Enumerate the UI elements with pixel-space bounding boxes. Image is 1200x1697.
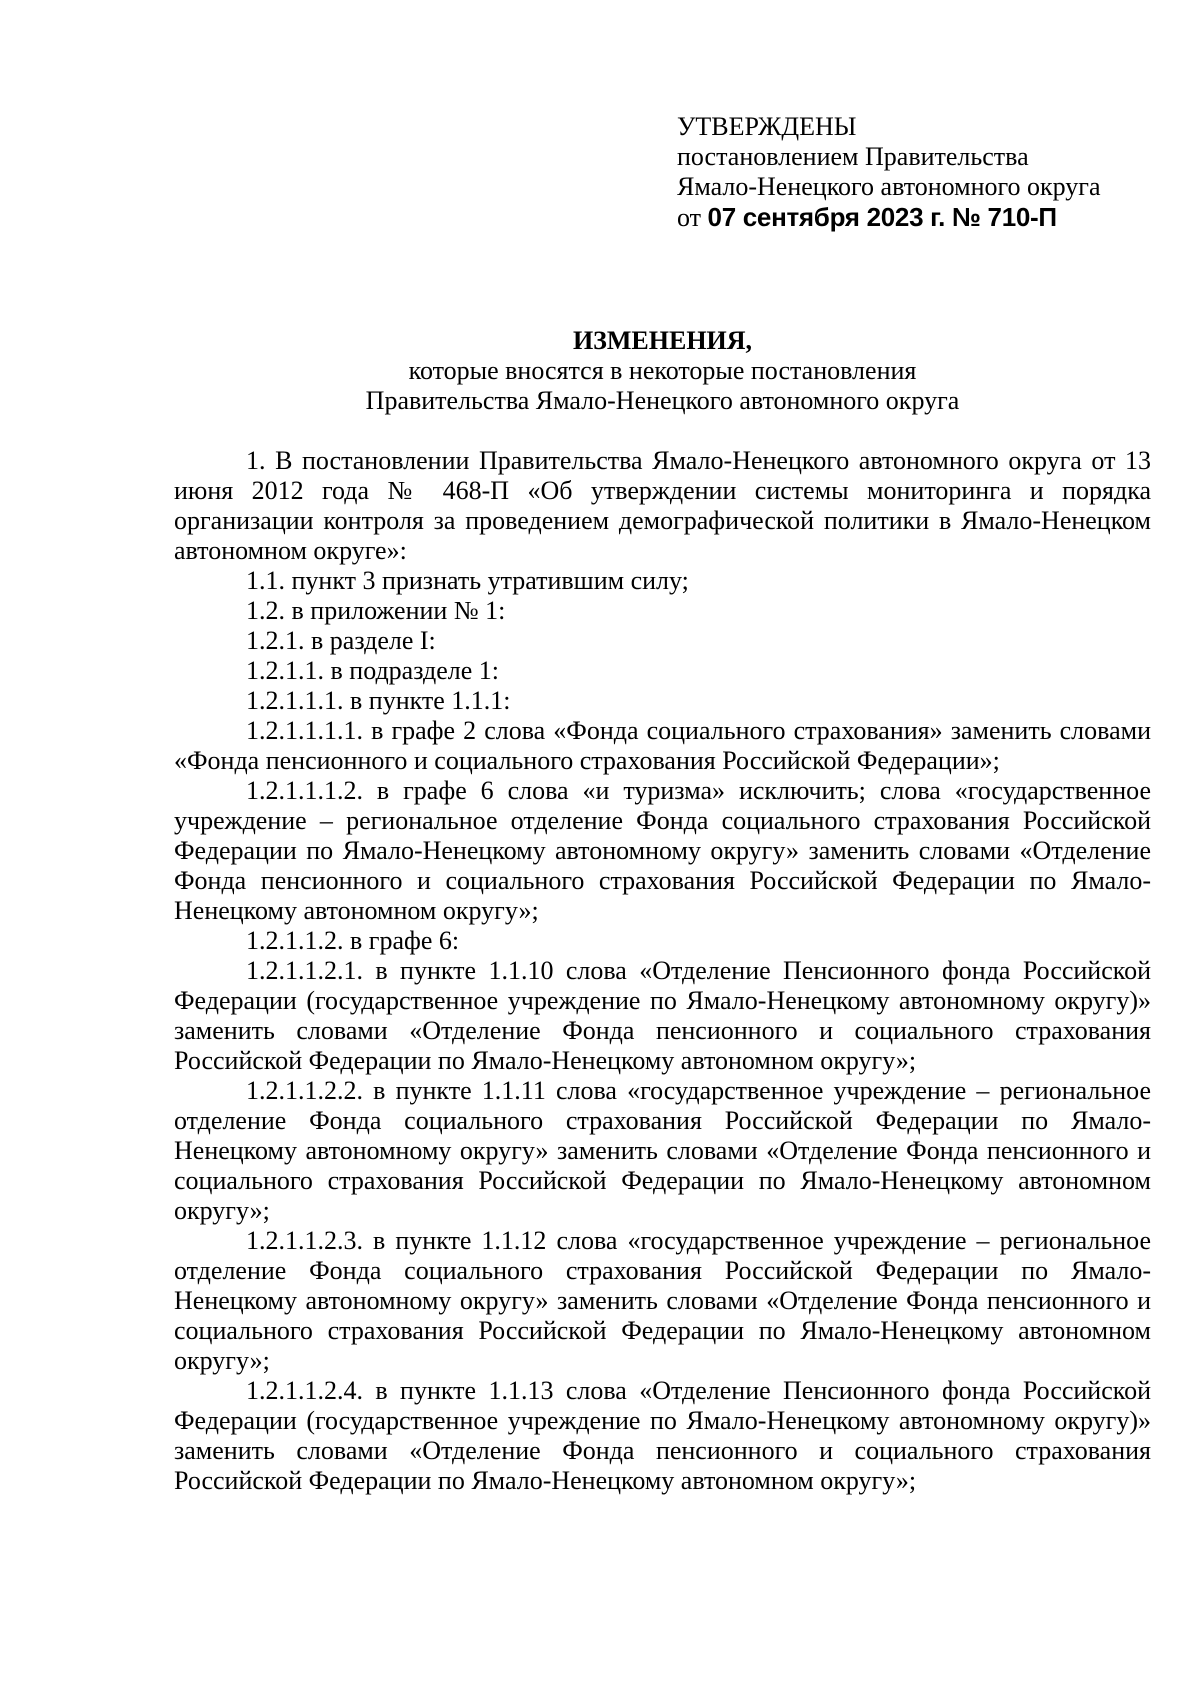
paragraph-1-2-1-1-1: 1.2.1.1.1. в пункте 1.1.1: [246, 686, 511, 715]
paragraph-1-2-1-1-2: 1.2.1.1.2. в графе 6: [246, 926, 460, 955]
document-subtitle-line-2: Правительства Ямало-Ненецкого автономного округа [365, 386, 960, 415]
paragraph-1-2-1-1: 1.2.1.1. в подразделе 1: [246, 656, 500, 685]
approval-heading: УТВЕРЖДЕНЫ [677, 112, 857, 141]
approval-line-1: постановлением Правительства [677, 142, 1029, 171]
approval-line-2: Ямало-Ненецкого автономного округа [677, 172, 1101, 201]
approval-date-line [677, 202, 1157, 233]
paragraph-1-1: 1.1. пункт 3 признать утратившим силу; [246, 566, 689, 595]
document-title: ИЗМЕНЕНИЯ, [572, 326, 753, 355]
paragraph-1-2-1-1-2-3: 1.2.1.1.2.3. в пункте 1.1.12 слова «государственное учреждение – региональное отделение Фонда социального страхования Российской Федерации по Ямало-Ненецкому автономному округу» заменить словами «Отделение Фонда пенсионного и социального страхования Российской Федерации по Ямало-Ненецкому автономном округу»; [174, 1226, 1151, 1375]
approval-block [677, 112, 1157, 233]
paragraph-1-2: 1.2. в приложении № 1: [246, 596, 506, 625]
paragraph-1: 1. В постановлении Правительства Ямало-Ненецкого автономного округа от 13 июня 2012 года № 468-П «Об утверждении системы мониторинга и порядка организации контроля за проведением демографической политики в Ямало-Ненецком автономном округе»: [174, 446, 1151, 565]
paragraph-1-2-1: 1.2.1. в разделе I: [246, 626, 436, 655]
document-subtitle-line-1: которые вносятся в некоторые постановления [408, 356, 917, 385]
document-body [174, 446, 1151, 1496]
paragraph-1-2-1-1-1-2: 1.2.1.1.1.2. в графе 6 слова «и туризма» исключить; слова «государственное учреждение – региональное отделение Фонда социального страхования Российской Федерации по Ямало-Ненецкому автономному округу» заменить словами «Отделение Фонда пенсионного и социального страхования Российской Федерации по Ямало-Ненецкому автономном округу»; [174, 776, 1151, 925]
paragraph-1-2-1-1-1-1: 1.2.1.1.1.1. в графе 2 слова «Фонда социального страхования» заменить словами «Фонда пенсионного и социального страхования Российской Федерации»; [174, 716, 1151, 775]
document-heading [174, 326, 1151, 416]
approval-date-value: 07 сентября 2023 г. № 710-П [707, 202, 1057, 232]
paragraph-1-2-1-1-2-4: 1.2.1.1.2.4. в пункте 1.1.13 слова «Отделение Пенсионного фонда Российской Федерации (государственное учреждение по Ямало-Ненецкому автономному округу)» заменить словами «Отделение Фонда пенсионного и социального страхования Российской Федерации по Ямало-Ненецкому автономном округу»; [174, 1376, 1151, 1495]
paragraph-1-2-1-1-2-2: 1.2.1.1.2.2. в пункте 1.1.11 слова «государственное учреждение – региональное отделение Фонда социального страхования Российской Федерации по Ямало-Ненецкому автономному округу» заменить словами «Отделение Фонда пенсионного и социального страхования Российской Федерации по Ямало-Ненецкому автономном округу»; [174, 1076, 1151, 1225]
approval-date-prefix: от [677, 203, 708, 232]
paragraph-1-2-1-1-2-1: 1.2.1.1.2.1. в пункте 1.1.10 слова «Отделение Пенсионного фонда Российской Федерации (государственное учреждение по Ямало-Ненецкому автономному округу)» заменить словами «Отделение Фонда пенсионного и социального страхования Российской Федерации по Ямало-Ненецкому автономном округу»; [174, 956, 1151, 1075]
